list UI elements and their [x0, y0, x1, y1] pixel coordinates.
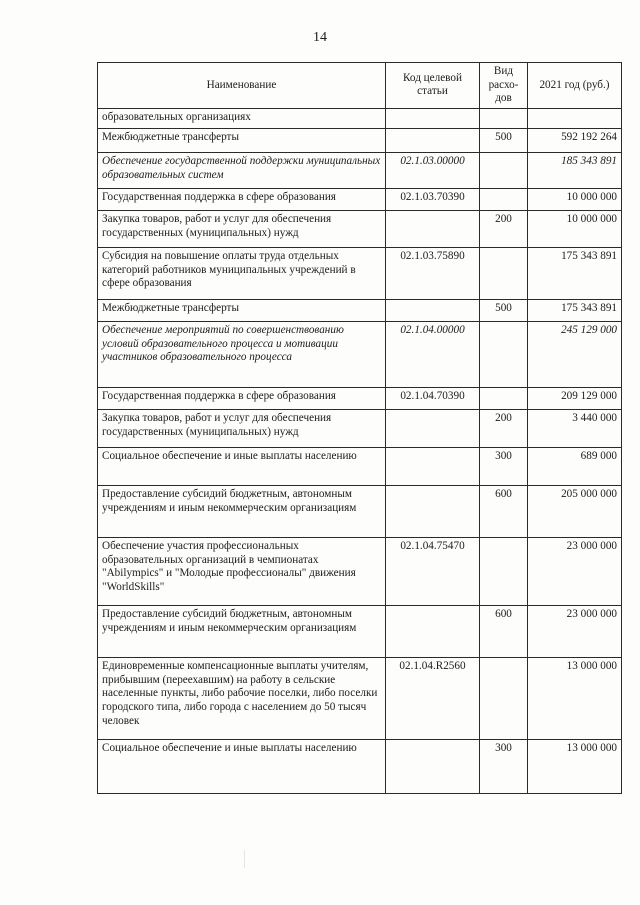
cell-amount: [528, 108, 622, 128]
cell-amount: 185 343 891: [528, 152, 622, 188]
header-code: Код целевой статьи: [386, 63, 480, 109]
scan-artifact: [244, 850, 245, 868]
cell-code: [386, 485, 480, 537]
table-row: [98, 447, 622, 485]
table-row: [98, 321, 622, 387]
cell-name: Обеспечение участия профессиональных образовательных организаций в чемпионатах "Abilympics" и "Молодые профессионалы" движения "WorldSkills": [98, 537, 386, 605]
table-row: [98, 210, 622, 247]
cell-amount: 689 000: [528, 447, 622, 485]
table-row: [98, 485, 622, 537]
cell-type: 600: [480, 485, 528, 537]
table-row: [98, 188, 622, 210]
cell-type: 200: [480, 409, 528, 447]
cell-type: [480, 188, 528, 210]
cell-name: Государственная поддержка в сфере образования: [98, 188, 386, 210]
cell-name: Единовременные компенсационные выплаты учителям, прибывшим (переехавшим) на работу в сельские населенные пункты, либо рабочие поселки, либо поселки городского типа, либо города с населением до 50 тысяч человек: [98, 657, 386, 739]
table-row: [98, 247, 622, 299]
table-row: [98, 152, 622, 188]
cell-name: Предоставление субсидий бюджетным, автономным учреждениям и иным некоммерческим организациям: [98, 485, 386, 537]
cell-name: Обеспечение государственной поддержки муниципальных образовательных систем: [98, 152, 386, 188]
cell-name: Закупка товаров, работ и услуг для обеспечения государственных (муниципальных) нужд: [98, 409, 386, 447]
cell-code: [386, 108, 480, 128]
cell-type: [480, 537, 528, 605]
cell-name: Социальное обеспечение и иные выплаты населению: [98, 447, 386, 485]
cell-type: 500: [480, 299, 528, 321]
cell-amount: 3 440 000: [528, 409, 622, 447]
table-row: [98, 537, 622, 605]
cell-code: [386, 128, 480, 152]
cell-name: Закупка товаров, работ и услуг для обеспечения государственных (муниципальных) нужд: [98, 210, 386, 247]
cell-amount: 592 192 264: [528, 128, 622, 152]
cell-code: 02.1.03.70390: [386, 188, 480, 210]
cell-amount: 13 000 000: [528, 657, 622, 739]
cell-code: [386, 210, 480, 247]
table-row: [98, 387, 622, 409]
table-body: [98, 108, 622, 793]
table-row: [98, 409, 622, 447]
cell-code: [386, 739, 480, 793]
cell-name: Государственная поддержка в сфере образования: [98, 387, 386, 409]
cell-code: [386, 447, 480, 485]
cell-type: 600: [480, 605, 528, 657]
cell-type: [480, 152, 528, 188]
cell-type: [480, 247, 528, 299]
header-amount: 2021 год (руб.): [528, 63, 622, 109]
cell-code: 02.1.03.00000: [386, 152, 480, 188]
cell-amount: 175 343 891: [528, 247, 622, 299]
header-type: Вид расхо-дов: [480, 63, 528, 109]
cell-amount: 10 000 000: [528, 210, 622, 247]
cell-name: Социальное обеспечение и иные выплаты населению: [98, 739, 386, 793]
cell-type: [480, 321, 528, 387]
budget-table: [97, 62, 622, 794]
cell-code: 02.1.04.R2560: [386, 657, 480, 739]
cell-code: 02.1.03.75890: [386, 247, 480, 299]
cell-type: 500: [480, 128, 528, 152]
cell-amount: 175 343 891: [528, 299, 622, 321]
cell-amount: 245 129 000: [528, 321, 622, 387]
page-number: 14: [313, 30, 327, 45]
cell-type: [480, 108, 528, 128]
cell-type: [480, 387, 528, 409]
cell-type: [480, 657, 528, 739]
cell-amount: 209 129 000: [528, 387, 622, 409]
cell-amount: 205 000 000: [528, 485, 622, 537]
table-row: [98, 739, 622, 793]
table-row: [98, 108, 622, 128]
table-row: [98, 299, 622, 321]
cell-code: 02.1.04.70390: [386, 387, 480, 409]
cell-name: Межбюджетные трансферты: [98, 128, 386, 152]
cell-type: 300: [480, 739, 528, 793]
cell-code: [386, 605, 480, 657]
cell-name: Предоставление субсидий бюджетным, автономным учреждениям и иным некоммерческим организациям: [98, 605, 386, 657]
cell-name: Обеспечение мероприятий по совершенствованию условий образовательного процесса и мотивации участников образовательного процесса: [98, 321, 386, 387]
cell-name: Межбюджетные трансферты: [98, 299, 386, 321]
cell-code: 02.1.04.00000: [386, 321, 480, 387]
header-name: Наименование: [98, 63, 386, 109]
cell-amount: 10 000 000: [528, 188, 622, 210]
cell-amount: 13 000 000: [528, 739, 622, 793]
cell-name: образовательных организациях: [98, 108, 386, 128]
cell-code: [386, 409, 480, 447]
cell-name: Субсидия на повышение оплаты труда отдельных категорий работников муниципальных учреждений в сфере образования: [98, 247, 386, 299]
table-header-row: [98, 63, 622, 109]
cell-type: 200: [480, 210, 528, 247]
cell-type: 300: [480, 447, 528, 485]
table-row: [98, 657, 622, 739]
table-row: [98, 605, 622, 657]
table-row: [98, 128, 622, 152]
cell-amount: 23 000 000: [528, 537, 622, 605]
cell-code: [386, 299, 480, 321]
cell-amount: 23 000 000: [528, 605, 622, 657]
cell-code: 02.1.04.75470: [386, 537, 480, 605]
